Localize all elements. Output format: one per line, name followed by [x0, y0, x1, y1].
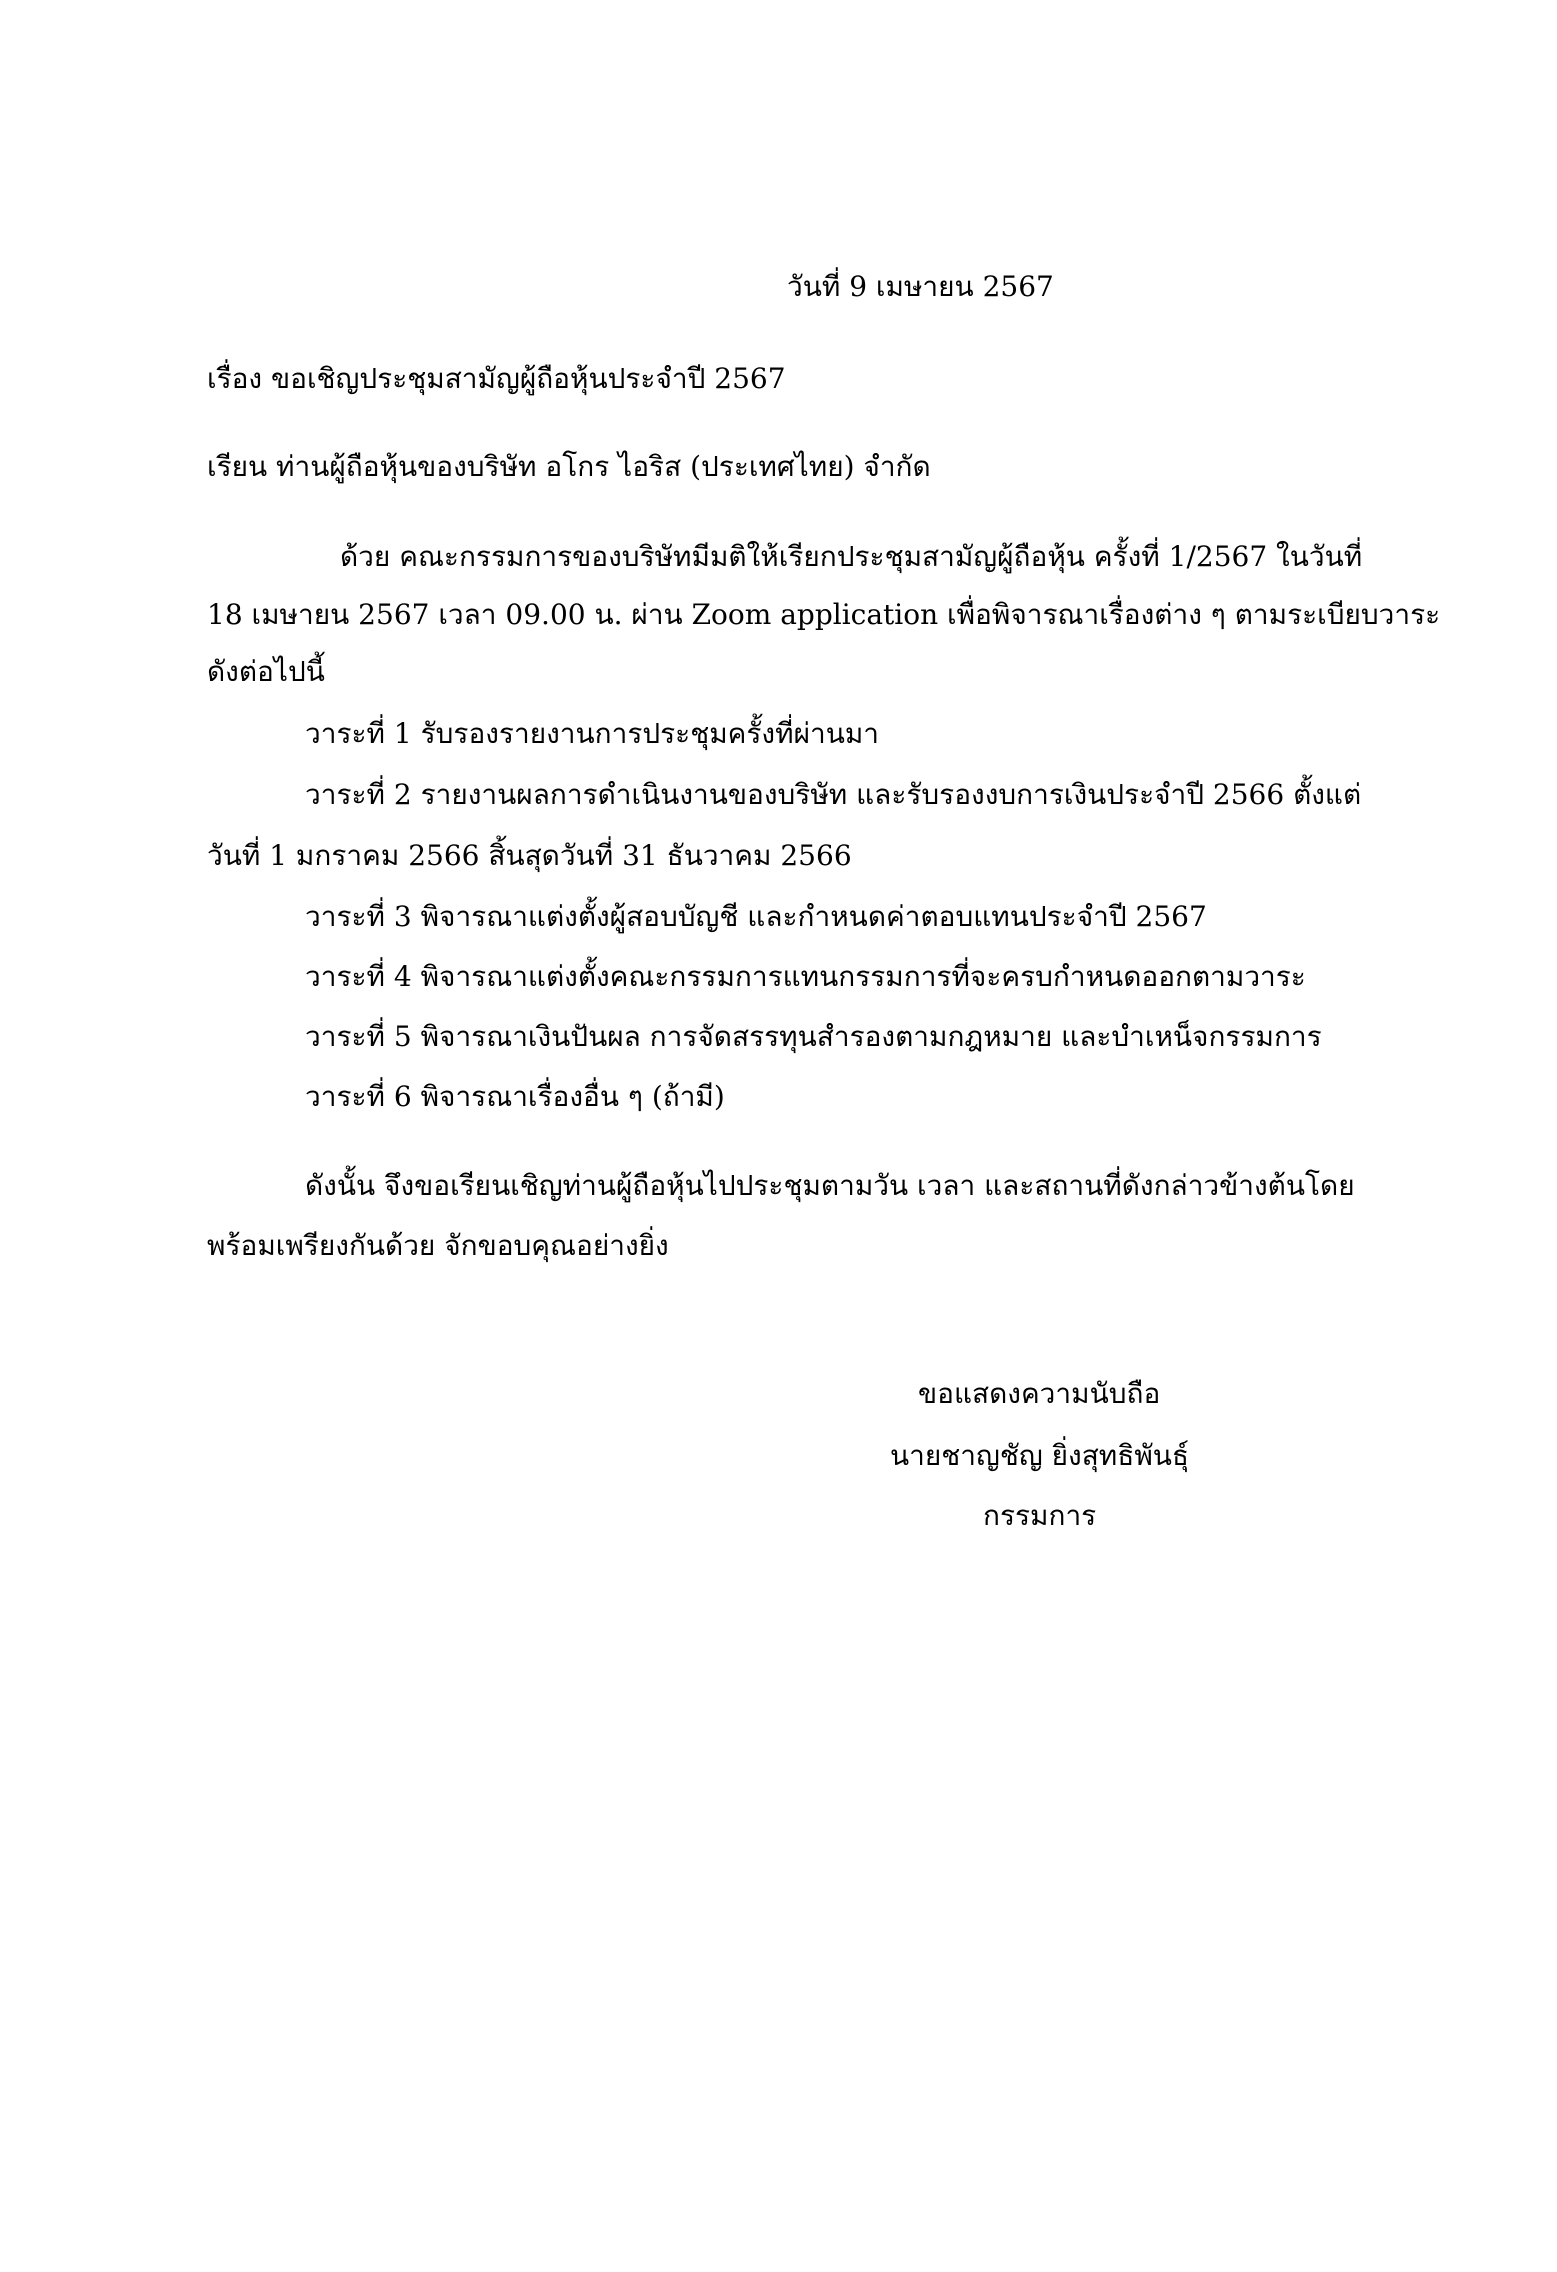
- signature-name: นายชาญชัญ ยิ่งสุทธิพันธุ์: [890, 1439, 1190, 1472]
- closing-line-1: ดังนั้น จึงขอเรียนเชิญท่านผู้ถือหุ้นไปประชุมตามวัน เวลา และสถานที่ดังกล่าวข้างต้นโดย: [305, 1169, 1355, 1202]
- letter-recipient: เรียน ท่านผู้ถือหุ้นของบริษัท อโกร ไอริส (ประเทศไทย) จำกัด: [207, 450, 931, 483]
- intro-line-1: ด้วย คณะกรรมการของบริษัทมีมติให้เรียกประชุมสามัญผู้ถือหุ้น ครั้งที่ 1/2567 ในวันที่: [340, 540, 1363, 573]
- agenda-item-2-continuation: วันที่ 1 มกราคม 2566 สิ้นสุดวันที่ 31 ธันวาคม 2566: [207, 839, 852, 872]
- agenda-item-4: วาระที่ 4 พิจารณาแต่งตั้งคณะกรรมการแทนกรรมการที่จะครบกำหนดออกตามวาระ: [305, 960, 1306, 993]
- closing-line-2: พร้อมเพรียงกันด้วย จักขอบคุณอย่างยิ่ง: [207, 1229, 669, 1262]
- intro-line-3: ดังต่อไปนี้: [207, 655, 325, 688]
- signature-title: กรรมการ: [983, 1499, 1097, 1532]
- agenda-item-1: วาระที่ 1 รับรองรายงานการประชุมครั้งที่ผ่านมา: [305, 717, 880, 750]
- letter-subject: เรื่อง ขอเชิญประชุมสามัญผู้ถือหุ้นประจำปี 2567: [207, 362, 786, 395]
- agenda-item-3: วาระที่ 3 พิจารณาแต่งตั้งผู้สอบบัญชี และกำหนดค่าตอบแทนประจำปี 2567: [305, 900, 1207, 933]
- agenda-item-6: วาระที่ 6 พิจารณาเรื่องอื่น ๆ (ถ้ามี): [305, 1080, 725, 1113]
- letter-date: วันที่ 9 เมษายน 2567: [787, 270, 1054, 303]
- intro-line-2: 18 เมษายน 2567 เวลา 09.00 น. ผ่าน Zoom application เพื่อพิจารณาเรื่องต่าง ๆ ตามระเบียบวาระ: [207, 598, 1441, 631]
- agenda-item-2: วาระที่ 2 รายงานผลการดำเนินงานของบริษัท และรับรองงบการเงินประจำปี 2566 ตั้งแต่: [305, 778, 1362, 811]
- signature-salutation: ขอแสดงความนับถือ: [918, 1377, 1161, 1410]
- agenda-item-5: วาระที่ 5 พิจารณาเงินปันผล การจัดสรรทุนสำรองตามกฎหมาย และบำเหน็จกรรมการ: [305, 1020, 1322, 1053]
